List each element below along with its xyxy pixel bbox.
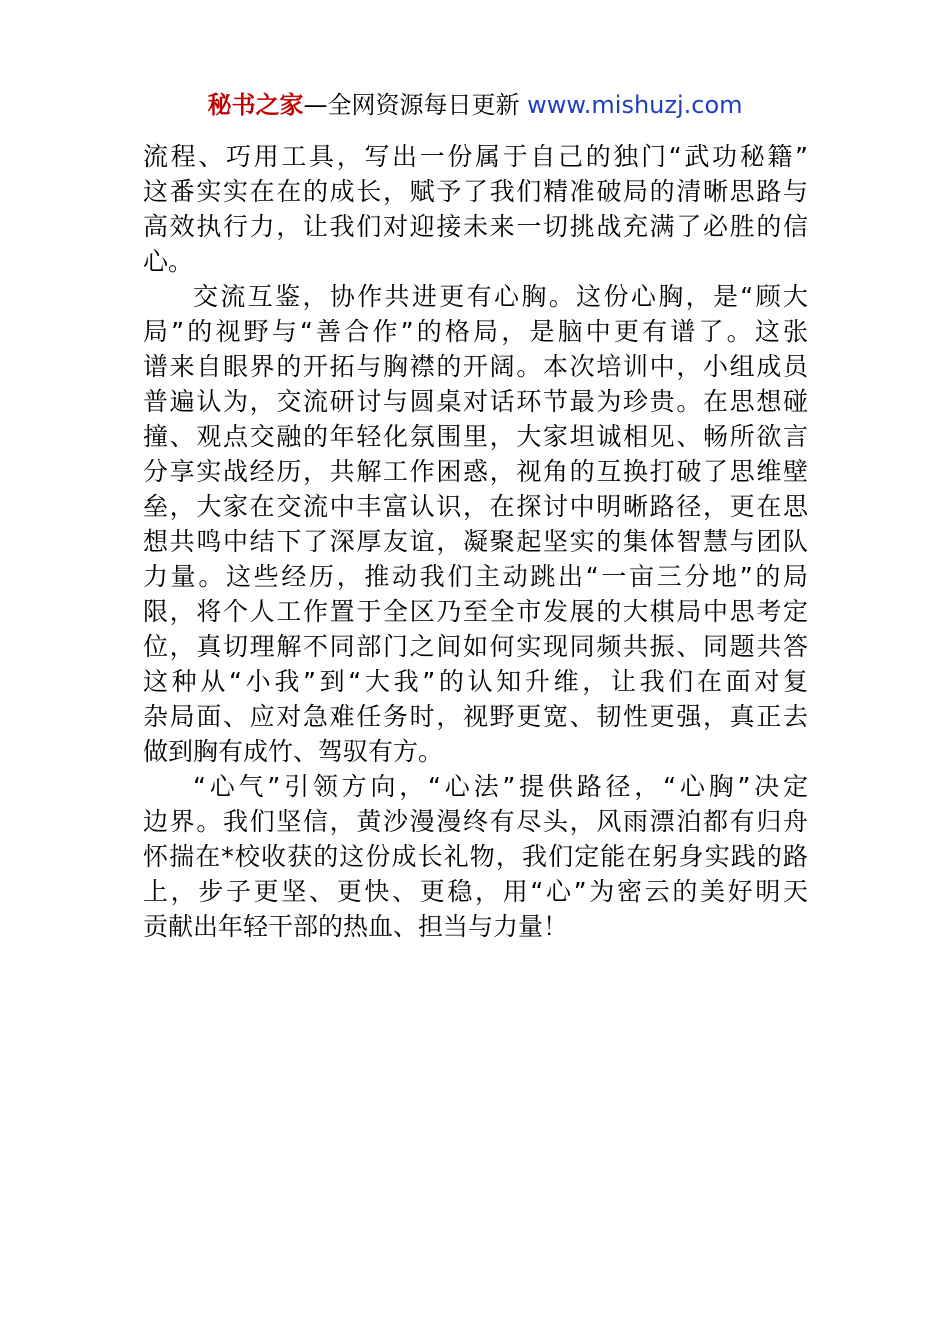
paragraph-start-line: 交流互鉴，协作共进更有心胸。这份心胸，是“顾大: [193, 282, 808, 311]
text-line: 杂局面、应对急难任务时，视野更宽、韧性更强，真正去: [143, 702, 808, 731]
text-line: 谱来自眼界的开拓与胸襟的开阔。本次培训中，小组成员: [143, 352, 808, 381]
text-line: 想共鸣中结下了深厚友谊，凝聚起坚实的集体智慧与团队: [143, 527, 808, 556]
text-line: 分享实战经历，共解工作困惑，视角的互换打破了思维壁: [143, 457, 808, 486]
text-line: 怀揣在*校收获的这份成长礼物，我们定能在躬身实践的路: [143, 842, 808, 871]
text-line: 心。: [143, 247, 194, 276]
text-line: 贡献出年轻干部的热血、担当与力量！: [143, 912, 569, 941]
text-line: 力量。这些经历，推动我们主动跳出“一亩三分地”的局: [143, 562, 808, 591]
site-tagline: —全网资源每日更新: [303, 91, 528, 119]
text-line: 位，真切理解不同部门之间如何实现同频共振、同题共答: [143, 632, 808, 661]
text-line: 局”的视野与“善合作”的格局，是脑中更有谱了。这张: [143, 317, 808, 346]
text-line: 高效执行力，让我们对迎接未来一切挑战充满了必胜的信: [143, 212, 808, 241]
text-line: 流程、巧用工具，写出一份属于自己的独门“武功秘籍”: [143, 142, 808, 171]
text-line: 做到胸有成竹、驾驭有方。: [143, 737, 444, 766]
text-line: 这种从“小我”到“大我”的认知升维，让我们在面对复: [143, 667, 808, 696]
site-url-link[interactable]: www.mishuzj.com: [527, 91, 743, 119]
site-header: [0, 88, 950, 122]
text-line: 上，步子更坚、更快、更稳，用“心”为密云的美好明天: [143, 877, 808, 906]
text-line: 这番实实在在的成长，赋予了我们精准破局的清晰思路与: [143, 177, 808, 206]
text-line: 撞、观点交融的年轻化氛围里，大家坦诚相见、畅所欲言: [143, 422, 808, 451]
document-body: [143, 139, 808, 944]
paragraph-start-line: “心气”引领方向，“心法”提供路径，“心胸”决定: [193, 772, 808, 801]
site-brand: 秘书之家: [207, 91, 304, 119]
text-line: 垒，大家在交流中丰富认识，在探讨中明晰路径，更在思: [143, 492, 808, 521]
text-line: 限，将个人工作置于全区乃至全市发展的大棋局中思考定: [143, 597, 808, 626]
text-line: 边界。我们坚信，黄沙漫漫终有尽头，风雨漂泊都有归舟: [143, 807, 808, 836]
text-line: 普遍认为，交流研讨与圆桌对话环节最为珍贵。在思想碰: [143, 387, 808, 416]
